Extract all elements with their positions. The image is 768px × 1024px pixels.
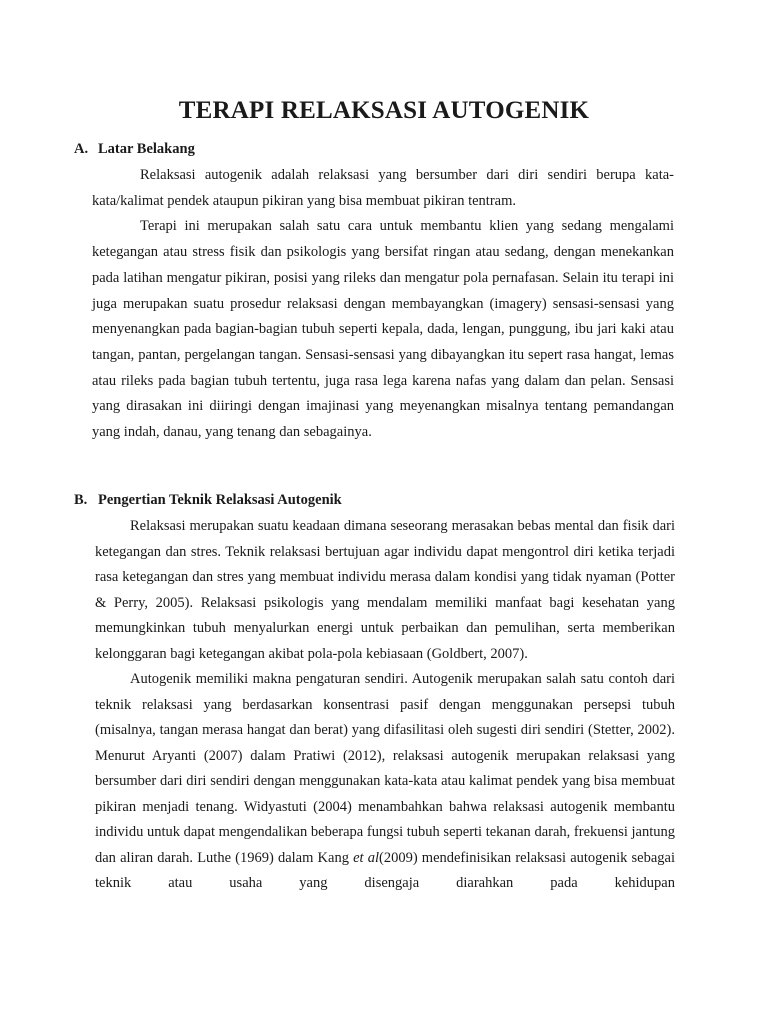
paragraph: Relaksasi autogenik adalah relaksasi yang bersumber dari diri sendiri berupa kata-kata/kalimat pendek ataupun pikiran yang bisa membuat pikiran tentram.: [92, 167, 674, 209]
document-title: TERAPI RELAKSASI AUTOGENIK: [178, 97, 590, 124]
section-title-a: Latar Belakang: [98, 141, 195, 157]
paragraph: Relaksasi merupakan suatu keadaan dimana seseorang merasakan bebas mental dan fisik dari ketegangan dan stres. Teknik relaksasi bertujuan agar individu dapat mengontrol diri ketika terjadi rasa ketegangan dan stres yang membuat individu merasa dalam kondisi yang tidak nyaman (Potter & Perry, 2005). Relaksasi psikologis yang mendalam memiliki manfaat bagi kesehatan yang memungkinkan tubuh menyalurkan energi untuk perbaikan dan pemulihan, serta memberikan kelonggaran bagi ketegangan akibat pola-pola kebiasaan (Goldbert, 2007).: [95, 518, 675, 662]
section-letter-b: B.: [74, 492, 88, 508]
section-body-pengertian: [95, 514, 675, 897]
italic-citation: et al: [353, 849, 379, 866]
paragraph-text: Autogenik memiliki makna pengaturan sendiri. Autogenik merupakan salah satu contoh dari teknik relaksasi yang berdasarkan konsentrasi pasif dengan menggunakan persepsi tubuh (misalnya, tangan merasa hangat dan berat) yang difasilitasi oleh sugesti diri sendiri (Stetter, 2002). Menurut Aryanti (2007) dalam Pratiwi (2012), relaksasi autogenik merupakan relaksasi yang bersumber dari diri sendiri dengan menggunakan kata-kata atau kalimat pendek yang bisa membuat pikiran menjadi tenang. Widyastuti (2004) menambahkan bahwa relaksasi autogenik membantu individu untuk dapat mengendalikan beberapa fungsi tubuh seperti tekanan darah, frekuensi jantung dan aliran darah. Luthe (1969) dalam Kang: [95, 671, 675, 866]
paragraph-text: (2009) mendefinisikan relaksasi autogenik sebagai teknik atau usaha yang disengaja diarahkan pada kehidupan: [95, 849, 675, 891]
paragraph: [95, 667, 675, 897]
section-heading-a: [74, 141, 195, 158]
paragraph: Terapi ini merupakan salah satu cara untuk membantu klien yang sedang mengalami ketegangan atau stress fisik dan psikologis yang bersifat ringan atau sedang, dengan menekankan pada latihan mengatur pikiran, posisi yang rileks dan mengatur pola pernafasan. Selain itu terapi ini juga merupakan suatu prosedur relaksasi dengan membayangkan (imagery) sensasi-sensasi yang menyenangkan pada bagian-bagian tubuh seperti kepala, dada, lengan, punggung, ibu jari kaki atau tangan, pantan, pergelangan tangan. Sensasi-sensasi yang dibayangkan itu sepert rasa hangat, lemas atau rileks pada bagian tubuh tertentu, juga rasa lega karena nafas yang dalam dan pelan. Sensasi yang dirasakan ini diiringi dengan imajinasi yang meyenangkan misalnya tentang pemandangan yang indah, danau, yang tenang dan sebagainya.: [92, 218, 674, 441]
section-body-latar-belakang: [92, 163, 674, 446]
section-letter-a: A.: [74, 141, 89, 157]
section-title-b: Pengertian Teknik Relaksasi Autogenik: [98, 492, 342, 508]
section-heading-b: [74, 492, 342, 509]
